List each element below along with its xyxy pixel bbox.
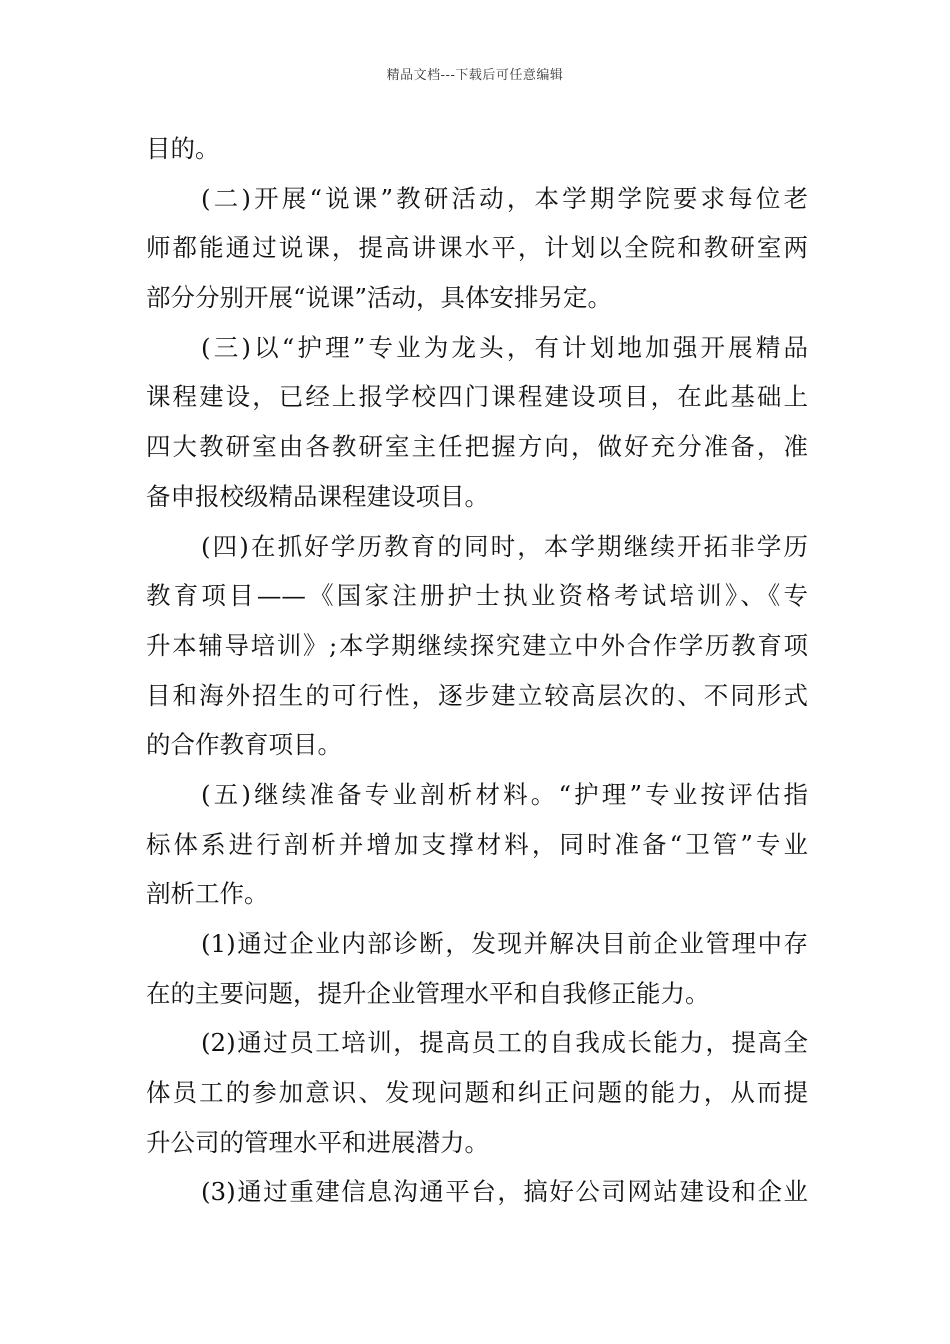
text-line: 课程建设，已经上报学校四门课程建设项目，在此基础上 — [146, 382, 808, 412]
text-line: (2)通过员工培训，提高员工的自我成长能力，提高全 — [201, 1028, 808, 1058]
page-header: 精品文档---下载后可任意编辑 — [386, 68, 564, 83]
text-line: 的合作教育项目。 — [146, 730, 342, 760]
text-line: (3)通过重建信息沟通平台，搞好公司网站建设和企业 — [201, 1177, 808, 1207]
text-line: (1)通过企业内部诊断，发现并解决目前企业管理中存 — [201, 929, 808, 958]
text-line: (四)在抓好学历教育的同时，本学期继续开拓非学历 — [201, 531, 808, 561]
text-line: 目的。 — [146, 134, 220, 163]
text-line: (五)继续准备专业剖析材料。“护理”专业按评估指 — [201, 779, 808, 809]
text-line: 升公司的管理水平和进展潜力。 — [146, 1127, 489, 1157]
text-line: 备申报校级精品课程建设项目。 — [146, 481, 489, 511]
text-line: 体员工的参加意识、发现问题和纠正问题的能力，从而提 — [146, 1078, 808, 1108]
text-line: 教育项目——《国家注册护士执业资格考试培训》、《专 — [146, 581, 808, 611]
document-body — [146, 124, 808, 1217]
text-line: 目和海外招生的可行性，逐步建立较高层次的、不同形式 — [146, 680, 808, 710]
text-line: 标体系进行剖析并增加支撑材料，同时准备“卫管”专业 — [146, 829, 808, 859]
text-line: (二)开展“说课”教研活动，本学期学院要求每位老 — [201, 183, 808, 213]
text-line: 升本辅导培训》;本学期继续探究建立中外合作学历教育项 — [146, 630, 808, 660]
text-line: 师都能通过说课，提高讲课水平，计划以全院和教研室两 — [146, 233, 808, 263]
text-line: 在的主要问题，提升企业管理水平和自我修正能力。 — [146, 978, 710, 1008]
text-line: 四大教研室由各教研室主任把握方向，做好充分准备，准 — [146, 432, 808, 462]
text-line: 剖析工作。 — [146, 879, 269, 909]
text-line: (三)以“护理”专业为龙头，有计划地加强开展精品 — [201, 332, 808, 362]
text-line: 部分分别开展“说课”活动，具体安排另定。 — [146, 283, 613, 313]
